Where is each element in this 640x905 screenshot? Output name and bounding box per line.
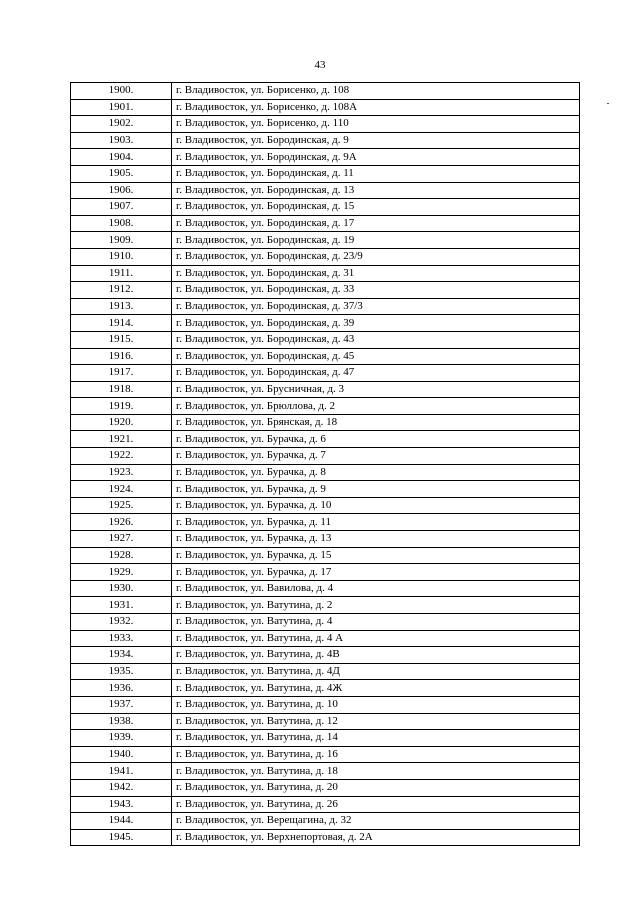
row-number-cell: 1915.: [71, 331, 172, 348]
row-number-cell: 1928.: [71, 547, 172, 564]
table-row: [71, 165, 580, 182]
address-cell: г. Владивосток, ул. Бородинская, д. 17: [172, 215, 580, 232]
table-row: [71, 132, 580, 149]
address-cell: г. Владивосток, ул. Бородинская, д. 45: [172, 348, 580, 365]
row-number-cell: 1941.: [71, 763, 172, 780]
row-number-cell: 1930.: [71, 580, 172, 597]
table-row: [71, 232, 580, 249]
address-cell: г. Владивосток, ул. Ватутина, д. 4Д: [172, 663, 580, 680]
address-table: [70, 82, 580, 846]
row-number-cell: 1901.: [71, 99, 172, 116]
row-number-cell: 1918.: [71, 381, 172, 398]
page-number: 43: [314, 59, 326, 71]
address-cell: г. Владивосток, ул. Бородинская, д. 43: [172, 331, 580, 348]
row-number-cell: 1911.: [71, 265, 172, 282]
row-number-cell: 1906.: [71, 182, 172, 199]
table-row: [71, 730, 580, 747]
table-row: [71, 713, 580, 730]
row-number-cell: 1940.: [71, 746, 172, 763]
row-number-cell: 1929.: [71, 564, 172, 581]
address-cell: г. Владивосток, ул. Ватутина, д. 4: [172, 614, 580, 631]
table-row: [71, 663, 580, 680]
table-row: [71, 597, 580, 614]
row-number-cell: 1920.: [71, 414, 172, 431]
address-cell: г. Владивосток, ул. Брянская, д. 18: [172, 414, 580, 431]
address-cell: г. Владивосток, ул. Бородинская, д. 15: [172, 199, 580, 216]
row-number-cell: 1903.: [71, 132, 172, 149]
table-row: [71, 414, 580, 431]
address-cell: г. Владивосток, ул. Бородинская, д. 9А: [172, 149, 580, 166]
address-cell: г. Владивосток, ул. Бородинская, д. 19: [172, 232, 580, 249]
address-cell: г. Владивосток, ул. Ватутина, д. 4 А: [172, 630, 580, 647]
row-number-cell: 1943.: [71, 796, 172, 813]
row-number-cell: 1932.: [71, 614, 172, 631]
table-row: [71, 531, 580, 548]
table-row: [71, 580, 580, 597]
address-cell: г. Владивосток, ул. Ватутина, д. 26: [172, 796, 580, 813]
row-number-cell: 1939.: [71, 730, 172, 747]
address-cell: г. Владивосток, ул. Бородинская, д. 9: [172, 132, 580, 149]
table-row: [71, 265, 580, 282]
address-cell: г. Владивосток, ул. Ватутина, д. 4В: [172, 647, 580, 664]
table-row: [71, 464, 580, 481]
row-number-cell: 1907.: [71, 199, 172, 216]
table-row: [71, 431, 580, 448]
address-cell: г. Владивосток, ул. Верхнепортовая, д. 2А: [172, 829, 580, 846]
table-row: [71, 215, 580, 232]
table-row: [71, 497, 580, 514]
row-number-cell: 1905.: [71, 165, 172, 182]
table-row: [71, 365, 580, 382]
table-row: [71, 448, 580, 465]
table-row: [71, 547, 580, 564]
table-row: [71, 763, 580, 780]
row-number-cell: 1916.: [71, 348, 172, 365]
table-row: [71, 481, 580, 498]
address-cell: г. Владивосток, ул. Брусничная, д. 3: [172, 381, 580, 398]
table-row: [71, 199, 580, 216]
table-row: [71, 282, 580, 299]
row-number-cell: 1922.: [71, 448, 172, 465]
address-cell: г. Владивосток, ул. Ватутина, д. 16: [172, 746, 580, 763]
address-cell: г. Владивосток, ул. Борисенко, д. 108: [172, 83, 580, 100]
row-number-cell: 1919.: [71, 398, 172, 415]
address-cell: г. Владивосток, ул. Ватутина, д. 2: [172, 597, 580, 614]
address-cell: г. Владивосток, ул. Ватутина, д. 18: [172, 763, 580, 780]
table-row: [71, 813, 580, 830]
row-number-cell: 1938.: [71, 713, 172, 730]
table-row: [71, 564, 580, 581]
table-row: [71, 746, 580, 763]
address-cell: г. Владивосток, ул. Бурачка, д. 15: [172, 547, 580, 564]
row-number-cell: 1902.: [71, 116, 172, 133]
margin-mark: [607, 103, 609, 104]
address-cell: г. Владивосток, ул. Бурачка, д. 8: [172, 464, 580, 481]
table-row: [71, 614, 580, 631]
table-row: [71, 696, 580, 713]
address-cell: г. Владивосток, ул. Вавилова, д. 4: [172, 580, 580, 597]
table-row: [71, 331, 580, 348]
address-cell: г. Владивосток, ул. Брюллова, д. 2: [172, 398, 580, 415]
row-number-cell: 1927.: [71, 531, 172, 548]
row-number-cell: 1935.: [71, 663, 172, 680]
table-row: [71, 796, 580, 813]
row-number-cell: 1909.: [71, 232, 172, 249]
address-cell: г. Владивосток, ул. Бородинская, д. 39: [172, 315, 580, 332]
address-cell: г. Владивосток, ул. Бородинская, д. 37/3: [172, 298, 580, 315]
table-row: [71, 99, 580, 116]
row-number-cell: 1937.: [71, 696, 172, 713]
address-cell: г. Владивосток, ул. Бурачка, д. 11: [172, 514, 580, 531]
table-row: [71, 83, 580, 100]
row-number-cell: 1936.: [71, 680, 172, 697]
row-number-cell: 1914.: [71, 315, 172, 332]
row-number-cell: 1910.: [71, 248, 172, 265]
table-row: [71, 298, 580, 315]
address-cell: г. Владивосток, ул. Бурачка, д. 6: [172, 431, 580, 448]
row-number-cell: 1944.: [71, 813, 172, 830]
row-number-cell: 1926.: [71, 514, 172, 531]
table-row: [71, 315, 580, 332]
address-cell: г. Владивосток, ул. Бородинская, д. 31: [172, 265, 580, 282]
row-number-cell: 1923.: [71, 464, 172, 481]
address-cell: г. Владивосток, ул. Ватутина, д. 14: [172, 730, 580, 747]
address-cell: г. Владивосток, ул. Борисенко, д. 110: [172, 116, 580, 133]
table-row: [71, 182, 580, 199]
table-row: [71, 630, 580, 647]
table-row: [71, 398, 580, 415]
address-cell: г. Владивосток, ул. Бородинская, д. 47: [172, 365, 580, 382]
address-cell: г. Владивосток, ул. Ватутина, д. 20: [172, 779, 580, 796]
address-cell: г. Владивосток, ул. Бородинская, д. 23/9: [172, 248, 580, 265]
address-cell: г. Владивосток, ул. Верещагина, д. 32: [172, 813, 580, 830]
address-cell: г. Владивосток, ул. Ватутина, д. 12: [172, 713, 580, 730]
table-row: [71, 680, 580, 697]
row-number-cell: 1933.: [71, 630, 172, 647]
row-number-cell: 1925.: [71, 497, 172, 514]
address-cell: г. Владивосток, ул. Борисенко, д. 108А: [172, 99, 580, 116]
address-cell: г. Владивосток, ул. Бородинская, д. 13: [172, 182, 580, 199]
row-number-cell: 1921.: [71, 431, 172, 448]
row-number-cell: 1908.: [71, 215, 172, 232]
table-row: [71, 381, 580, 398]
row-number-cell: 1912.: [71, 282, 172, 299]
address-cell: г. Владивосток, ул. Бурачка, д. 7: [172, 448, 580, 465]
address-cell: г. Владивосток, ул. Бурачка, д. 17: [172, 564, 580, 581]
address-cell: г. Владивосток, ул. Ватутина, д. 10: [172, 696, 580, 713]
address-cell: г. Владивосток, ул. Бурачка, д. 10: [172, 497, 580, 514]
row-number-cell: 1904.: [71, 149, 172, 166]
address-cell: г. Владивосток, ул. Бурачка, д. 13: [172, 531, 580, 548]
table-row: [71, 647, 580, 664]
row-number-cell: 1924.: [71, 481, 172, 498]
table-row: [71, 779, 580, 796]
table-row: [71, 248, 580, 265]
table-row: [71, 116, 580, 133]
row-number-cell: 1900.: [71, 83, 172, 100]
table-row: [71, 514, 580, 531]
row-number-cell: 1934.: [71, 647, 172, 664]
row-number-cell: 1945.: [71, 829, 172, 846]
row-number-cell: 1931.: [71, 597, 172, 614]
address-cell: г. Владивосток, ул. Бурачка, д. 9: [172, 481, 580, 498]
table-row: [71, 149, 580, 166]
address-cell: г. Владивосток, ул. Ватутина, д. 4Ж: [172, 680, 580, 697]
table-row: [71, 829, 580, 846]
row-number-cell: 1942.: [71, 779, 172, 796]
table-row: [71, 348, 580, 365]
address-rows: [71, 83, 580, 846]
address-cell: г. Владивосток, ул. Бородинская, д. 11: [172, 165, 580, 182]
address-cell: г. Владивосток, ул. Бородинская, д. 33: [172, 282, 580, 299]
row-number-cell: 1913.: [71, 298, 172, 315]
row-number-cell: 1917.: [71, 365, 172, 382]
